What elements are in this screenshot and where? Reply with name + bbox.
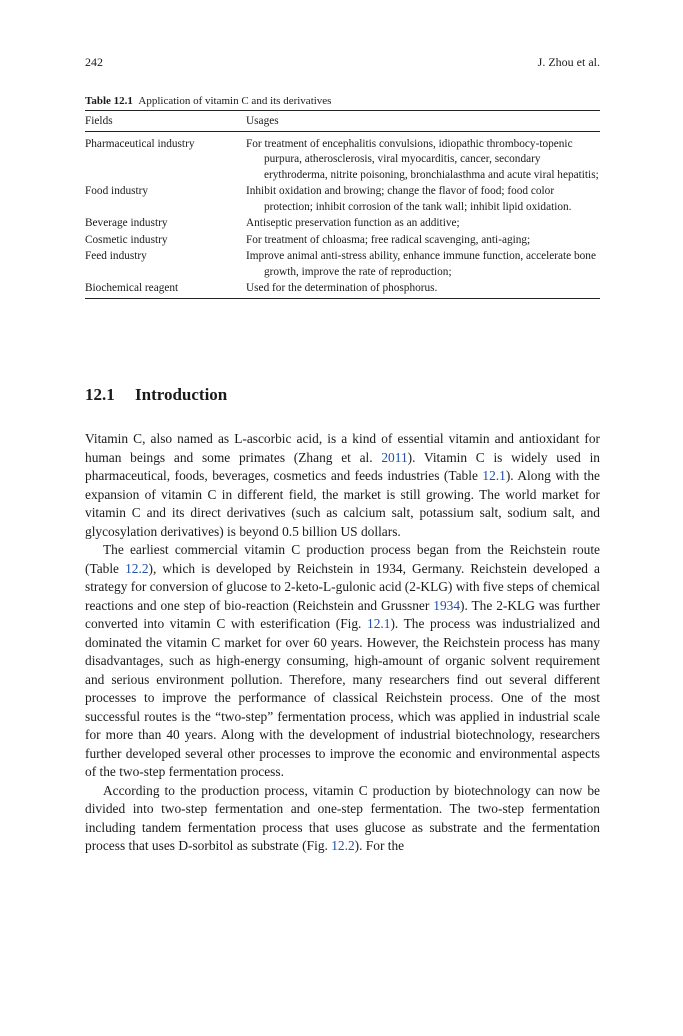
table-row [85, 281, 600, 298]
cell-field: Beverage industry [85, 217, 168, 229]
cell-usage: For treatment of chloasma; free radical scavenging, anti-aging; [246, 233, 531, 246]
table-row [85, 249, 600, 281]
paragraph-1 [85, 430, 600, 541]
citation-link[interactable]: 2011 [381, 449, 408, 465]
text-run: ). Along with the expansion of vitamin C in different field, the market is still growing. The world market for vitamin C and its direct derivatives (such as calcium salt, potassium salt, sodium salt, and glycosylation derivatives) is beyond 0.5 billion US dollars. [85, 468, 600, 539]
cell-usage: For treatment of encephalitis convulsions, idiopathic thrombocy-topenic purpura, atherosclerosis, viral myocarditis, cancer, secondary erythroderma, nitrite poisoning, bronchialasthma and acute viral hepatitis; [246, 137, 599, 181]
cell-field: Feed industry [85, 250, 147, 262]
table-title: Application of vitamin C and its derivatives [138, 95, 332, 107]
table-row [85, 131, 600, 184]
applications-table [85, 110, 600, 299]
text-run: ), which is developed by Reichstein in 1934, Germany. Reichstein developed a strategy for conversion of glucose to 2-keto-L-gulonic acid (2-KLG) with five steps of chemical reactions and one step of bio-reaction (Reichstein and Grussner [85, 560, 601, 613]
figure-ref-link[interactable]: 12.2 [331, 838, 355, 853]
paragraph-2 [85, 541, 600, 782]
column-header-usages: Usages [246, 115, 279, 127]
section-heading [85, 385, 227, 405]
column-header-fields: Fields [85, 115, 113, 127]
text-run: The earliest commercial vitamin C production process began from the Reichstein route (Table [85, 542, 600, 576]
text-run: ). The 2-KLG was further converted into vitamin C with esterification (Fig. [85, 597, 600, 631]
cell-field: Food industry [85, 185, 149, 197]
cell-usage: Improve animal anti-stress ability, enhance immune function, accelerate bone growth, improve the rate of reproduction; [246, 250, 596, 278]
cell-field: Cosmetic industry [85, 233, 168, 246]
table-row [85, 233, 600, 250]
section-title: Introduction [135, 385, 228, 404]
text-run: ). The process was industrialized and dominated the vitamin C market for over 60 years. However, the Reichstein process has many disadvantages, such as high-energy consuming, high-amount of organic solvent requirement and serious environment pollution. Therefore, many researchers find out several different processes to improve the performance of classical Reichstein process. One of the most successful routes is the “two-step” fermentation process, which was applied in industrial scale for more than 40 years. Along with the development of industrial biotechnology, researchers further developed several other processes to improve the economic and environmental aspects of the two-step fermentation process. [85, 616, 600, 779]
cell-usage: Used for the determination of phosphorus. [246, 282, 438, 294]
cell-field: Biochemical reagent [85, 282, 179, 294]
table-header-row [85, 111, 600, 132]
table-row [85, 184, 600, 216]
running-header [85, 55, 600, 71]
text-run: According to the production process, vitamin C production by biotechnology can now be divided into two-step fermentation and one-step fermentation. The two-step fermentation including tandem fermentation process that uses glucose as substrate and the fermentation process that uses D-sorbitol as substrate (Fig. [85, 782, 600, 853]
section-number: 12.1 [85, 385, 115, 404]
body-text [85, 430, 600, 856]
table-ref-link[interactable]: 12.1 [482, 468, 506, 483]
citation-link[interactable]: 1934 [433, 597, 461, 613]
table-label: Table 12.1 [85, 95, 133, 107]
text-run: ). Vitamin C is widely used in pharmaceutical, foods, beverages, cosmetics and feeds industries (Table [85, 449, 600, 483]
paragraph-3 [85, 782, 600, 856]
cell-field: Pharmaceutical industry [85, 137, 195, 150]
text-run: ). For the [354, 838, 405, 853]
table-caption [85, 95, 331, 107]
table-row [85, 216, 600, 233]
cell-usage: Inhibit oxidation and browing; change the flavor of food; food color protection; inhibit corrosion of the tank wall; inhibit lipid oxidation. [246, 185, 572, 213]
cell-usage: Antiseptic preservation function as an additive; [246, 217, 460, 229]
figure-ref-link[interactable]: 12.1 [367, 616, 391, 631]
page-number: 242 [85, 55, 103, 69]
running-authors: J. Zhou et al. [537, 55, 600, 69]
text-run: Vitamin C, also named as L-ascorbic acid, is a kind of essential vitamin and antioxidant for human beings and some primates (Zhang et al. [85, 431, 600, 465]
table-ref-link[interactable]: 12.2 [125, 560, 149, 576]
